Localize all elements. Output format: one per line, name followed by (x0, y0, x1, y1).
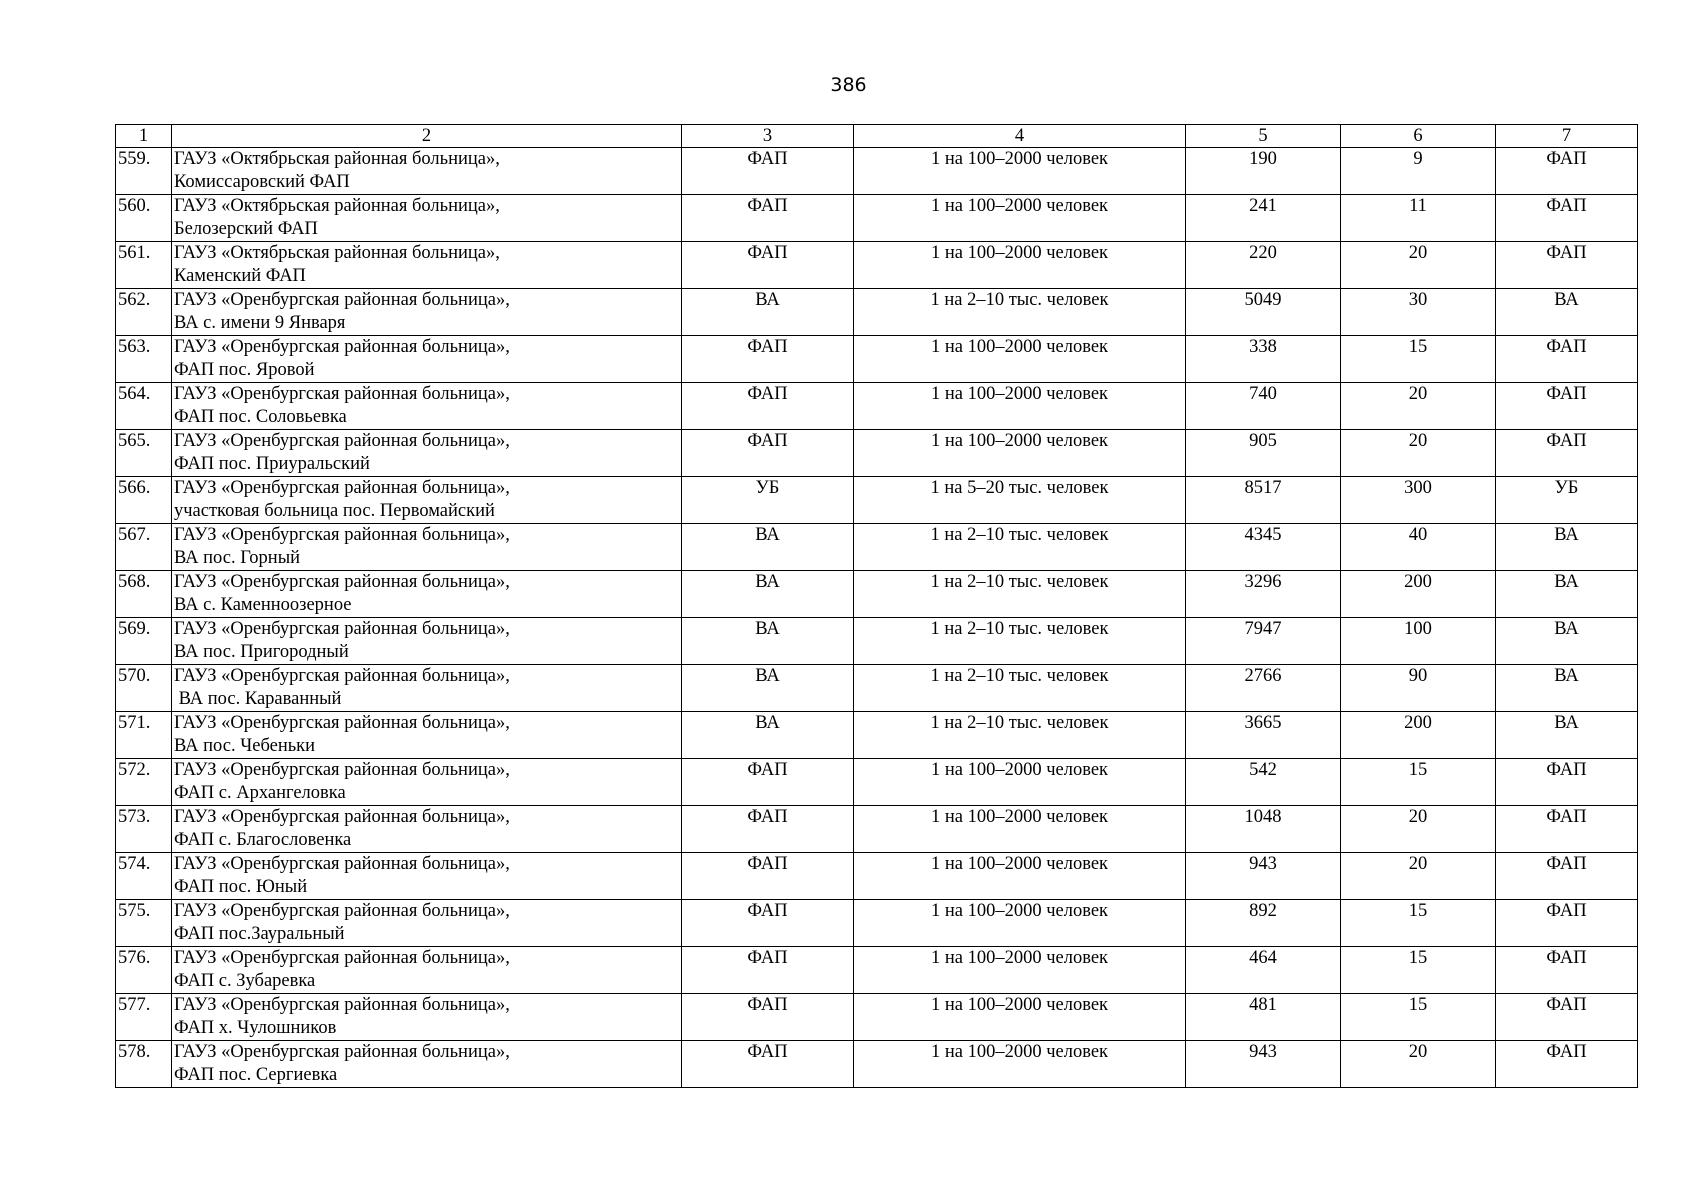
facility-type: ФАП (682, 947, 854, 994)
norm-cell: 1 на 2–10 тыс. человек (854, 665, 1186, 712)
row-number: 578. (116, 1041, 172, 1088)
result-cell: ФАП (1496, 383, 1638, 430)
header-cell: 2 (172, 125, 682, 148)
norm-cell: 1 на 100–2000 человек (854, 994, 1186, 1041)
table-row (116, 806, 1638, 853)
facility-type: ФАП (682, 806, 854, 853)
distance-cell: 15 (1341, 759, 1496, 806)
norm-cell: 1 на 100–2000 человек (854, 336, 1186, 383)
facility-type: ФАП (682, 336, 854, 383)
norm-cell: 1 на 2–10 тыс. человек (854, 712, 1186, 759)
facility-name (172, 853, 682, 900)
header-cell: 4 (854, 125, 1186, 148)
distance-cell: 200 (1341, 571, 1496, 618)
table-row (116, 524, 1638, 571)
distance-cell: 15 (1341, 947, 1496, 994)
facility-name-line: ГАУЗ «Оренбургская районная больница», (174, 807, 510, 827)
facility-type: ФАП (682, 195, 854, 242)
norm-cell: 1 на 2–10 тыс. человек (854, 618, 1186, 665)
distance-cell: 20 (1341, 853, 1496, 900)
facility-name (172, 947, 682, 994)
facility-name (172, 336, 682, 383)
facility-name (172, 1041, 682, 1088)
row-number: 561. (116, 242, 172, 289)
population-cell: 892 (1186, 900, 1341, 947)
row-number: 562. (116, 289, 172, 336)
facility-name (172, 289, 682, 336)
facility-type: ВА (682, 289, 854, 336)
facility-name (172, 806, 682, 853)
facility-type: ВА (682, 665, 854, 712)
distance-cell: 9 (1341, 148, 1496, 195)
facility-name-line: ГАУЗ «Октябрьская районная больница», (174, 243, 500, 263)
population-cell: 464 (1186, 947, 1341, 994)
norm-cell: 1 на 100–2000 человек (854, 900, 1186, 947)
distance-cell: 100 (1341, 618, 1496, 665)
facility-name-line: ГАУЗ «Оренбургская районная больница», (174, 713, 510, 733)
population-cell: 220 (1186, 242, 1341, 289)
row-number: 573. (116, 806, 172, 853)
facility-name (172, 618, 682, 665)
row-number: 564. (116, 383, 172, 430)
result-cell: ФАП (1496, 1041, 1638, 1088)
facility-location-line: ВА с. имени 9 Января (174, 313, 346, 333)
facility-name-line: ГАУЗ «Оренбургская районная больница», (174, 854, 510, 874)
facility-location-line: ФАП с. Благословенка (174, 830, 352, 850)
facility-name (172, 477, 682, 524)
facility-type: ФАП (682, 759, 854, 806)
row-number: 577. (116, 994, 172, 1041)
population-cell: 943 (1186, 853, 1341, 900)
facility-name (172, 195, 682, 242)
norm-cell: 1 на 100–2000 человек (854, 759, 1186, 806)
population-cell: 190 (1186, 148, 1341, 195)
result-cell: ФАП (1496, 853, 1638, 900)
row-number: 574. (116, 853, 172, 900)
distance-cell: 40 (1341, 524, 1496, 571)
row-number: 567. (116, 524, 172, 571)
row-number: 568. (116, 571, 172, 618)
facility-location-line: ФАП пос. Приуральский (174, 454, 370, 474)
facility-name-line: ГАУЗ «Оренбургская районная больница», (174, 478, 510, 498)
distance-cell: 11 (1341, 195, 1496, 242)
facility-location-line: Каменский ФАП (174, 266, 306, 286)
page-number: 386 (830, 74, 867, 96)
distance-cell: 200 (1341, 712, 1496, 759)
row-number: 571. (116, 712, 172, 759)
population-cell: 943 (1186, 1041, 1341, 1088)
facility-name (172, 430, 682, 477)
facilities-table (115, 124, 1638, 1088)
result-cell: ВА (1496, 618, 1638, 665)
facility-location-line: ВА пос. Чебеньки (174, 736, 316, 756)
facility-type: ФАП (682, 900, 854, 947)
population-cell: 241 (1186, 195, 1341, 242)
table-row (116, 477, 1638, 524)
result-cell: ВА (1496, 571, 1638, 618)
facility-type: ФАП (682, 430, 854, 477)
facility-name (172, 383, 682, 430)
facility-name (172, 242, 682, 289)
distance-cell: 300 (1341, 477, 1496, 524)
distance-cell: 20 (1341, 1041, 1496, 1088)
facility-location-line: ФАП пос. Сергиевка (174, 1065, 338, 1085)
result-cell: ФАП (1496, 148, 1638, 195)
facility-location-line: ВА пос. Пригородный (174, 642, 349, 662)
facility-name (172, 665, 682, 712)
header-cell: 6 (1341, 125, 1496, 148)
facility-type: ФАП (682, 148, 854, 195)
population-cell: 905 (1186, 430, 1341, 477)
header-cell: 1 (116, 125, 172, 148)
facility-location-line: ФАП пос.Зауральный (174, 924, 345, 944)
distance-cell: 15 (1341, 336, 1496, 383)
row-number: 563. (116, 336, 172, 383)
facility-type: ВА (682, 618, 854, 665)
facility-location-line: Белозерский ФАП (174, 219, 318, 239)
table-row (116, 665, 1638, 712)
population-cell: 740 (1186, 383, 1341, 430)
norm-cell: 1 на 100–2000 человек (854, 195, 1186, 242)
norm-cell: 1 на 100–2000 человек (854, 806, 1186, 853)
facility-type: ВА (682, 571, 854, 618)
facility-name-line: ГАУЗ «Октябрьская районная больница», (174, 196, 500, 216)
table-row (116, 148, 1638, 195)
table-row (116, 289, 1638, 336)
distance-cell: 90 (1341, 665, 1496, 712)
row-number: 575. (116, 900, 172, 947)
population-cell: 3665 (1186, 712, 1341, 759)
population-cell: 4345 (1186, 524, 1341, 571)
facility-type: ФАП (682, 1041, 854, 1088)
table-row (116, 336, 1638, 383)
facility-name-line: ГАУЗ «Октябрьская районная больница», (174, 149, 500, 169)
table-row (116, 430, 1638, 477)
header-cell: 5 (1186, 125, 1341, 148)
table-row (116, 383, 1638, 430)
table-row (116, 900, 1638, 947)
facility-type: ФАП (682, 242, 854, 289)
distance-cell: 15 (1341, 900, 1496, 947)
norm-cell: 1 на 5–20 тыс. человек (854, 477, 1186, 524)
row-number: 559. (116, 148, 172, 195)
table-header-row (116, 125, 1638, 148)
distance-cell: 20 (1341, 383, 1496, 430)
table-row (116, 712, 1638, 759)
norm-cell: 1 на 100–2000 человек (854, 1041, 1186, 1088)
facility-location-line: ФАП пос. Юный (174, 877, 308, 897)
population-cell: 1048 (1186, 806, 1341, 853)
facility-location-line: ВА пос. Караванный (174, 689, 342, 709)
table-row (116, 994, 1638, 1041)
facility-name-line: ГАУЗ «Оренбургская районная больница», (174, 337, 510, 357)
facility-name-line: ГАУЗ «Оренбургская районная больница», (174, 995, 510, 1015)
table-row (116, 618, 1638, 665)
result-cell: УБ (1496, 477, 1638, 524)
facility-location-line: участковая больница пос. Первомайский (174, 501, 495, 521)
facility-name (172, 524, 682, 571)
facility-location-line: ФАП пос. Яровой (174, 360, 315, 380)
facility-name-line: ГАУЗ «Оренбургская районная больница», (174, 431, 510, 451)
result-cell: ФАП (1496, 336, 1638, 383)
facility-name-line: ГАУЗ «Оренбургская районная больница», (174, 666, 510, 686)
facility-name (172, 994, 682, 1041)
facility-name-line: ГАУЗ «Оренбургская районная больница», (174, 948, 510, 968)
table-row (116, 242, 1638, 289)
facility-type: ФАП (682, 383, 854, 430)
distance-cell: 15 (1341, 994, 1496, 1041)
facility-type: ВА (682, 712, 854, 759)
norm-cell: 1 на 2–10 тыс. человек (854, 289, 1186, 336)
facility-name-line: ГАУЗ «Оренбургская районная больница», (174, 901, 510, 921)
norm-cell: 1 на 2–10 тыс. человек (854, 524, 1186, 571)
population-cell: 338 (1186, 336, 1341, 383)
row-number: 569. (116, 618, 172, 665)
facility-name (172, 759, 682, 806)
result-cell: ФАП (1496, 242, 1638, 289)
distance-cell: 30 (1341, 289, 1496, 336)
header-cell: 7 (1496, 125, 1638, 148)
table-row (116, 571, 1638, 618)
row-number: 572. (116, 759, 172, 806)
facility-type: ФАП (682, 994, 854, 1041)
table-row (116, 1041, 1638, 1088)
facility-name-line: ГАУЗ «Оренбургская районная больница», (174, 619, 510, 639)
facility-name-line: ГАУЗ «Оренбургская районная больница», (174, 525, 510, 545)
facility-name-line: ГАУЗ «Оренбургская районная больница», (174, 1042, 510, 1062)
norm-cell: 1 на 100–2000 человек (854, 383, 1186, 430)
result-cell: ФАП (1496, 900, 1638, 947)
result-cell: ВА (1496, 524, 1638, 571)
population-cell: 5049 (1186, 289, 1341, 336)
population-cell: 8517 (1186, 477, 1341, 524)
result-cell: ВА (1496, 665, 1638, 712)
facility-name (172, 148, 682, 195)
population-cell: 542 (1186, 759, 1341, 806)
population-cell: 2766 (1186, 665, 1341, 712)
distance-cell: 20 (1341, 242, 1496, 289)
result-cell: ФАП (1496, 947, 1638, 994)
result-cell: ВА (1496, 712, 1638, 759)
distance-cell: 20 (1341, 430, 1496, 477)
facility-location-line: ВА пос. Горный (174, 548, 301, 568)
norm-cell: 1 на 100–2000 человек (854, 242, 1186, 289)
table-row (116, 195, 1638, 242)
population-cell: 481 (1186, 994, 1341, 1041)
facility-location-line: ФАП с. Архангеловка (174, 783, 346, 803)
header-cell: 3 (682, 125, 854, 148)
facility-name-line: ГАУЗ «Оренбургская районная больница», (174, 572, 510, 592)
norm-cell: 1 на 100–2000 человек (854, 148, 1186, 195)
facility-type: ФАП (682, 853, 854, 900)
table-row (116, 759, 1638, 806)
row-number: 560. (116, 195, 172, 242)
row-number: 576. (116, 947, 172, 994)
facility-name-line: ГАУЗ «Оренбургская районная больница», (174, 290, 510, 310)
facility-type: ВА (682, 524, 854, 571)
table-row (116, 853, 1638, 900)
population-cell: 7947 (1186, 618, 1341, 665)
norm-cell: 1 на 100–2000 человек (854, 430, 1186, 477)
facility-location-line: ФАП х. Чулошников (174, 1018, 337, 1038)
facility-location-line: ФАП с. Зубаревка (174, 971, 316, 991)
norm-cell: 1 на 100–2000 человек (854, 947, 1186, 994)
norm-cell: 1 на 2–10 тыс. человек (854, 571, 1186, 618)
facility-name-line: ГАУЗ «Оренбургская районная больница», (174, 760, 510, 780)
distance-cell: 20 (1341, 806, 1496, 853)
result-cell: ФАП (1496, 430, 1638, 477)
result-cell: ВА (1496, 289, 1638, 336)
result-cell: ФАП (1496, 806, 1638, 853)
row-number: 565. (116, 430, 172, 477)
facility-name (172, 900, 682, 947)
row-number: 570. (116, 665, 172, 712)
facility-location-line: ФАП пос. Соловьевка (174, 407, 347, 427)
population-cell: 3296 (1186, 571, 1341, 618)
facility-location-line: Комиссаровский ФАП (174, 172, 350, 192)
result-cell: ФАП (1496, 195, 1638, 242)
facility-location-line: ВА с. Каменноозерное (174, 595, 352, 615)
result-cell: ФАП (1496, 994, 1638, 1041)
table-row (116, 947, 1638, 994)
row-number: 566. (116, 477, 172, 524)
facility-name (172, 571, 682, 618)
facility-name-line: ГАУЗ «Оренбургская районная больница», (174, 384, 510, 404)
facility-type: УБ (682, 477, 854, 524)
result-cell: ФАП (1496, 759, 1638, 806)
norm-cell: 1 на 100–2000 человек (854, 853, 1186, 900)
facility-name (172, 712, 682, 759)
